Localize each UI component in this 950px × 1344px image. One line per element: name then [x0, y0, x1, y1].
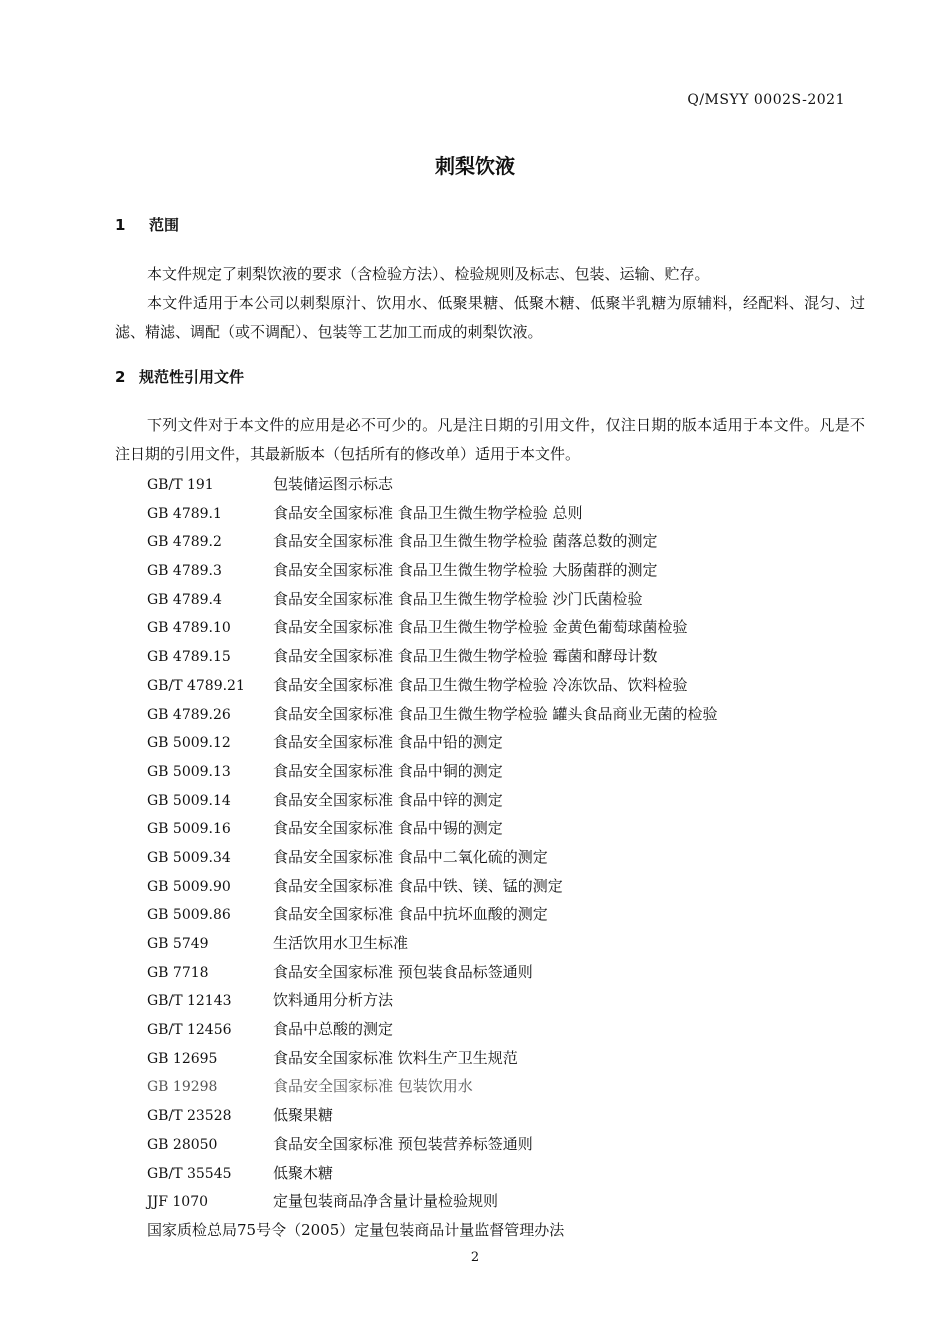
reference-code: GB 5009.12	[147, 735, 231, 752]
reference-item	[147, 958, 718, 987]
section-2-number: 2	[115, 368, 126, 386]
reference-item	[147, 1216, 718, 1245]
section-2-intro: 下列文件对于本文件的应用是必不可少的。凡是注日期的引用文件，仅注日期的版本适用于本文件。凡是不注日期的引用文件，其最新版本（包括所有的修改单）适用于本文件。	[115, 416, 865, 463]
page-number: 2	[470, 1250, 480, 1265]
reference-name: 食品安全国家标准 食品中铜的测定	[273, 761, 503, 780]
reference-code: GB 4789.1	[147, 505, 222, 522]
reference-item	[147, 499, 718, 528]
reference-name: 食品安全国家标准 食品卫生微生物学检验 冷冻饮品、饮料检验	[273, 675, 688, 694]
reference-item	[147, 1159, 718, 1188]
reference-item	[147, 757, 718, 786]
reference-item	[147, 527, 718, 556]
reference-item	[147, 1044, 718, 1073]
reference-item	[147, 786, 718, 815]
reference-item	[147, 1101, 718, 1130]
reference-name: 食品安全国家标准 食品中铅的测定	[273, 733, 503, 752]
reference-name: 定量包装商品净含量计量检验规则	[273, 1192, 499, 1211]
reference-name: 食品安全国家标准 食品中二氧化硫的测定	[273, 847, 548, 866]
reference-code: GB 4789.2	[147, 534, 222, 551]
reference-name: 食品安全国家标准 食品中抗坏血酸的测定	[273, 905, 548, 924]
reference-name: 食品中总酸的测定	[273, 1020, 394, 1039]
reference-code: GB 5749	[147, 936, 209, 952]
reference-item	[147, 556, 718, 585]
reference-code: GB 4789.15	[147, 649, 231, 666]
reference-item	[147, 872, 718, 901]
reference-item	[147, 671, 718, 700]
reference-item	[147, 700, 718, 729]
reference-item	[147, 585, 718, 614]
reference-item	[147, 929, 718, 958]
reference-name: 国家质检总局75号令（2005）定量包装商品计量监督管理办法	[147, 1220, 565, 1239]
reference-name: 低聚果糖	[273, 1106, 334, 1125]
reference-name: 低聚木糖	[273, 1163, 334, 1182]
reference-name: 食品安全国家标准 食品卫生微生物学检验 总则	[273, 503, 583, 522]
reference-code: GB 5009.14	[147, 792, 231, 809]
reference-item	[147, 814, 718, 843]
reference-code: GB 5009.16	[147, 821, 231, 838]
reference-code: GB/T 191	[147, 477, 214, 493]
reference-item	[147, 613, 718, 642]
reference-name: 食品安全国家标准 食品卫生微生物学检验 菌落总数的测定	[273, 532, 658, 551]
reference-name: 包装储运图示标志	[273, 475, 394, 493]
document-code: Q/MSYY 0002S-2021	[687, 92, 845, 108]
reference-code: GB 4789.26	[147, 706, 231, 723]
reference-code: GB 5009.13	[147, 763, 231, 780]
reference-name: 食品安全国家标准 食品卫生微生物学检验 金黄色葡萄球菌检验	[273, 618, 688, 637]
reference-code: GB/T 12143	[147, 993, 232, 1010]
reference-list	[147, 470, 718, 1245]
reference-name: 食品安全国家标准 食品卫生微生物学检验 罐头食品商业无菌的检验	[273, 704, 718, 723]
reference-code: GB 7718	[147, 964, 209, 981]
reference-name: 食品安全国家标准 食品中锡的测定	[273, 819, 503, 838]
reference-name: 食品安全国家标准 食品卫生微生物学检验 沙门氏菌检验	[273, 589, 643, 608]
section-2-title: 规范性引用文件	[139, 368, 245, 386]
reference-item	[147, 642, 718, 671]
reference-item	[147, 1187, 718, 1216]
reference-code: GB 5009.86	[147, 907, 231, 924]
section-2-heading	[115, 366, 244, 387]
reference-code: GB 4789.3	[147, 563, 222, 580]
reference-item	[147, 986, 718, 1015]
reference-code: GB/T 35545	[147, 1165, 232, 1182]
document-title: 刺梨饮液	[435, 154, 515, 178]
reference-name: 饮料通用分析方法	[273, 991, 394, 1010]
reference-code: GB/T 12456	[147, 1022, 232, 1039]
section-1-paragraph-2: 本文件适用于本公司以刺梨原汁、饮用水、低聚果糖、低聚木糖、低聚半乳糖为原辅料，经配料、混匀、过滤、精滤、调配（或不调配）、包装等工艺加工而成的刺梨饮液。	[115, 294, 865, 341]
section-1-paragraph-1: 本文件规定了刺梨饮液的要求（含检验方法）、检验规则及标志、包装、运输、贮存。	[147, 265, 710, 283]
reference-item	[147, 1072, 718, 1101]
section-1-number: 1	[115, 216, 126, 234]
reference-name: 食品安全国家标准 饮料生产卫生规范	[273, 1048, 518, 1067]
reference-name: 生活饮用水卫生标准	[273, 934, 409, 952]
reference-item	[147, 470, 718, 499]
reference-name: 食品安全国家标准 预包装食品标签通则	[273, 962, 533, 981]
reference-name: 食品安全国家标准 食品卫生微生物学检验 大肠菌群的测定	[273, 561, 658, 580]
reference-code: GB 28050	[147, 1136, 218, 1153]
reference-name: 食品安全国家标准 预包装营养标签通则	[273, 1134, 533, 1153]
reference-code: GB/T 4789.21	[147, 677, 245, 694]
reference-item	[147, 728, 718, 757]
section-1-title: 范围	[149, 216, 180, 234]
reference-name: 食品安全国家标准 食品卫生微生物学检验 霉菌和酵母计数	[273, 647, 658, 666]
reference-code: GB/T 23528	[147, 1108, 232, 1125]
reference-name: 食品安全国家标准 食品中锌的测定	[273, 790, 503, 809]
reference-code: GB 5009.90	[147, 878, 231, 895]
reference-name: 食品安全国家标准 包装饮用水	[273, 1077, 473, 1096]
section-1-heading	[115, 214, 179, 235]
reference-code: GB 19298	[147, 1079, 218, 1096]
reference-item	[147, 1130, 718, 1159]
reference-code: GB 4789.4	[147, 591, 222, 608]
reference-item	[147, 900, 718, 929]
reference-code: GB 5009.34	[147, 849, 231, 866]
reference-item	[147, 1015, 718, 1044]
reference-code: JJF 1070	[147, 1194, 209, 1211]
reference-name: 食品安全国家标准 食品中铁、镁、锰的测定	[273, 876, 563, 895]
reference-item	[147, 843, 718, 872]
reference-code: GB 4789.10	[147, 620, 231, 637]
reference-code: GB 12695	[147, 1050, 218, 1067]
